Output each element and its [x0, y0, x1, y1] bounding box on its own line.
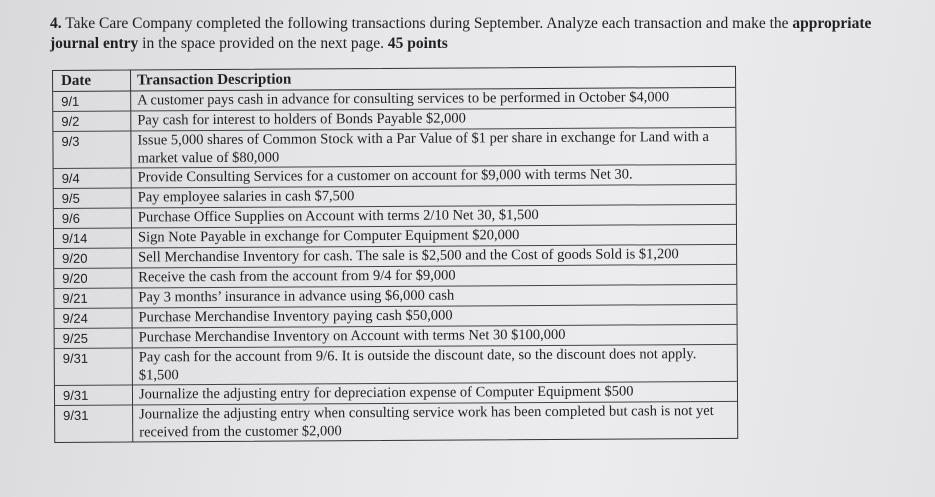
row-date: 9/14 — [54, 229, 132, 248]
row-description: Purchase Merchandise Inventory on Account with terms Net 30 $100,000 — [138, 326, 566, 346]
prompt-text: Take Care Company completed the following transactions during September. Analyze each transaction and make the — [65, 15, 793, 32]
row-date: 9/20 — [54, 269, 132, 288]
table-row — [55, 402, 737, 442]
table-body — [53, 88, 737, 442]
row-description: Pay cash for interest to holders of Bonds Payable $2,000 — [137, 110, 466, 129]
row-description: Purchase Merchandise Inventory paying cash $50,000 — [138, 307, 453, 326]
row-description: Sign Note Payable in exchange for Computer Equipment $20,000 — [137, 227, 520, 246]
row-date: 9/31 — [55, 406, 133, 442]
row-date: 9/2 — [53, 112, 131, 131]
row-date: 9/3 — [53, 132, 131, 168]
date-header: Date — [53, 71, 131, 91]
row-description: A customer pays cash in advance for consulting services to be performed in October $4,000 — [137, 89, 670, 109]
row-date: 9/1 — [53, 92, 131, 111]
row-description: Pay employee salaries in cash $7,500 — [137, 188, 355, 206]
row-date: 9/20 — [54, 249, 132, 268]
row-description: Issue 5,000 shares of Common Stock with a Par Value of $1 per share in exchange for Land with a market value of $80,000 — [137, 128, 710, 167]
row-description: Pay 3 months’ insurance in advance using $6,000 cash — [138, 287, 455, 306]
question-prompt — [50, 14, 900, 54]
prompt-text-continued: in the space provided on the next page. — [138, 35, 388, 52]
row-description: Journalize the adjusting entry when consulting service work has been completed but cash is not yet received from the customer $2,000 — [139, 402, 714, 441]
question-number: 4. — [50, 15, 62, 32]
row-date: 9/31 — [55, 349, 133, 385]
row-date: 9/24 — [54, 309, 132, 328]
table-row — [53, 128, 735, 169]
prompt-bold-text: appropriate journal entry — [50, 15, 872, 52]
description-header: Transaction Description — [137, 71, 292, 89]
row-description: Provide Consulting Services for a customer on account for $9,000 with terms Net 30. — [137, 166, 633, 186]
row-date: 9/5 — [54, 189, 132, 208]
row-description: Sell Merchandise Inventory for cash. The sale is $2,500 and the Cost of goods Sold is $1,200 — [138, 246, 679, 266]
row-description: Pay cash for the account from 9/6. It is outside the discount date, so the discount does not apply. $1,500 — [138, 346, 697, 384]
row-date: 9/6 — [54, 209, 132, 228]
row-date: 9/31 — [55, 386, 133, 405]
points-label: 45 points — [387, 35, 448, 52]
row-date: 9/21 — [54, 289, 132, 308]
table-row — [55, 345, 737, 386]
row-date: 9/25 — [55, 329, 133, 348]
row-description: Journalize the adjusting entry for depreciation expense of Computer Equipment $500 — [138, 383, 634, 403]
row-description: Receive the cash from the account from 9/4 for $9,000 — [138, 267, 456, 286]
transactions-table — [52, 66, 738, 443]
row-description: Purchase Office Supplies on Account with terms 2/10 Net 30, $1,500 — [137, 207, 539, 226]
row-date: 9/4 — [54, 169, 132, 188]
